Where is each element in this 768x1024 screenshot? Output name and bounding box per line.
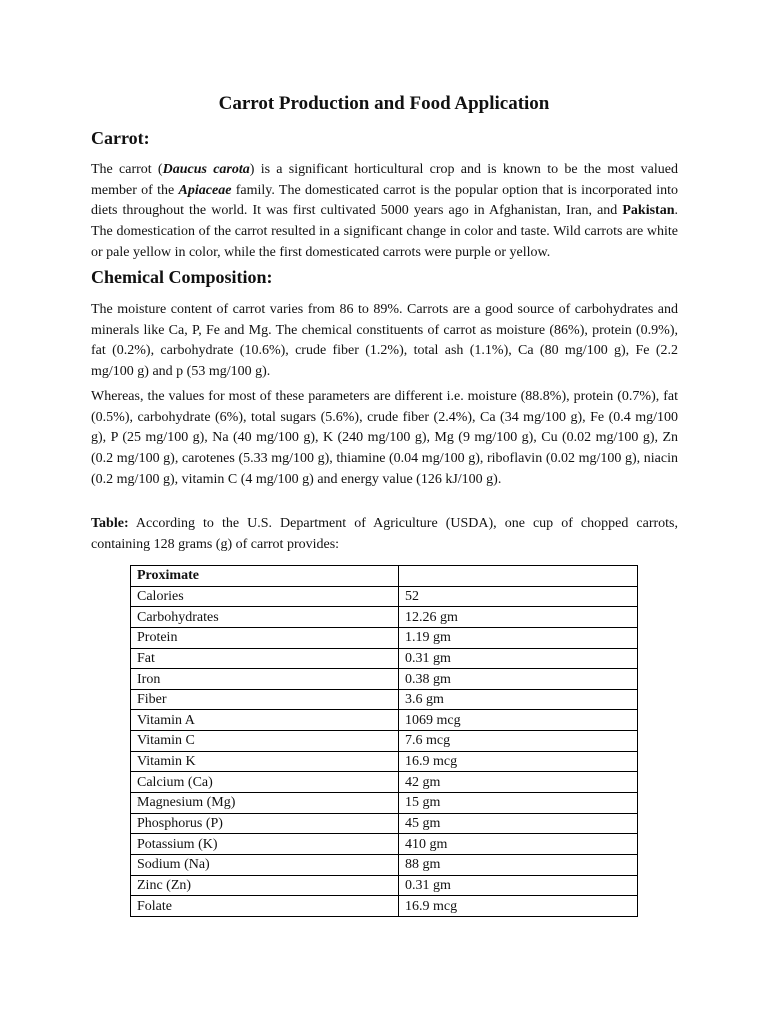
section-heading-chemical-composition: Chemical Composition: <box>91 267 273 287</box>
table-row <box>131 854 638 875</box>
nutrition-table <box>130 565 638 917</box>
document-title: Carrot Production and Food Application <box>218 93 550 114</box>
table-row <box>131 586 638 607</box>
nutrient-name: Zinc (Zn) <box>131 875 399 896</box>
table-row <box>131 669 638 690</box>
table-row <box>131 834 638 855</box>
table-header-cell <box>399 566 638 587</box>
table-row <box>131 751 638 772</box>
nutrient-name: Sodium (Na) <box>131 854 399 875</box>
nutrient-name: Calories <box>131 586 399 607</box>
nutrient-name: Vitamin A <box>131 710 399 731</box>
family-name: Apiaceae <box>178 182 232 198</box>
section-heading-carrot: Carrot: <box>91 128 150 148</box>
chemical-paragraph-1: The moisture content of carrot varies from 86 to 89%. Carrots are a good source of carbohydrates and minerals like Ca, P, Fe and Mg. The chemical constituents of carrot as moisture (86%), protein (0.9%), fat (0.2%), carbohydrate (10.6%), crude fiber (1.2%), total ash (1.1%), Ca (80 mg/100 g), Fe (2.2 mg/100 g) and p (53 mg/100 g). <box>91 302 678 380</box>
nutrient-name: Carbohydrates <box>131 607 399 628</box>
nutrient-value: 1.19 gm <box>399 627 638 648</box>
table-row <box>131 875 638 896</box>
nutrient-name: Phosphorus (P) <box>131 813 399 834</box>
nutrient-value: 0.31 gm <box>399 875 638 896</box>
nutrient-name: Fiber <box>131 689 399 710</box>
country-name: Pakistan <box>622 203 675 219</box>
table-row <box>131 896 638 917</box>
table-header-row <box>131 566 638 587</box>
nutrient-value: 0.38 gm <box>399 669 638 690</box>
table-row <box>131 689 638 710</box>
nutrient-name: Vitamin C <box>131 731 399 752</box>
nutrient-name: Calcium (Ca) <box>131 772 399 793</box>
nutrient-value: 42 gm <box>399 772 638 793</box>
nutrient-value: 7.6 mcg <box>399 731 638 752</box>
nutrient-value: 88 gm <box>399 854 638 875</box>
table-row <box>131 710 638 731</box>
nutrient-value: 410 gm <box>399 834 638 855</box>
nutrient-value: 45 gm <box>399 813 638 834</box>
nutrient-name: Folate <box>131 896 399 917</box>
nutrient-name: Vitamin K <box>131 751 399 772</box>
table-caption-label: Table: <box>91 516 129 531</box>
nutrient-value: 52 <box>399 586 638 607</box>
table-row <box>131 607 638 628</box>
nutrient-value: 12.26 gm <box>399 607 638 628</box>
table-row <box>131 772 638 793</box>
nutrient-value: 16.9 mcg <box>399 896 638 917</box>
table-row <box>131 648 638 669</box>
table-header-cell: Proximate <box>131 566 399 587</box>
nutrient-value: 1069 mcg <box>399 710 638 731</box>
table-row <box>131 731 638 752</box>
table-row <box>131 813 638 834</box>
table-row <box>131 793 638 814</box>
nutrient-name: Protein <box>131 627 399 648</box>
nutrient-name: Fat <box>131 648 399 669</box>
nutrient-value: 0.31 gm <box>399 648 638 669</box>
chemical-paragraph-2: Whereas, the values for most of these parameters are different i.e. moisture (88.8%), protein (0.7%), fat (0.5%), carbohydrate (6%), total sugars (5.6%), crude fiber (2.4%), Ca (34 mg/100 g), Fe (0.4 mg/100 g), P (25 mg/100 g), Na (40 mg/100 g), K (240 mg/100 g), Mg (9 mg/100 g), Cu (0.02 mg/100 g), Zn (0.2 mg/100 g), carotenes (5.33 mg/100 g), thiamine (0.04 mg/100 g), riboflavin (0.02 mg/100 g), niacin (0.2 mg/100 g), vitamin C (4 mg/100 g) and energy value (126 kJ/100 g). <box>91 389 678 487</box>
nutrient-name: Magnesium (Mg) <box>131 793 399 814</box>
nutrient-value: 16.9 mcg <box>399 751 638 772</box>
nutrient-name: Iron <box>131 669 399 690</box>
nutrient-value: 3.6 gm <box>399 689 638 710</box>
species-name: Daucus carota <box>162 162 250 177</box>
nutrient-name: Potassium (K) <box>131 834 399 855</box>
carrot-intro-paragraph: The carrot (Daucus carota) is a significant horticultural crop and is known to be the most valued member of the Apiaceae family. The domesticated carrot is the popular option that is incorporated into diets throughout the world. It was first cultivated 5000 years ago in Afghanistan, Iran, and Pakistan. The domestication of the carrot resulted in a significant change in color and taste. Wild carrots are white or pale yellow in color, while the first domesticated carrots were purple or yellow. <box>91 162 679 260</box>
table-caption: Table: According to the U.S. Department of Agriculture (USDA), one cup of chopped carrots, containing 128 grams (g) of carrot provides: <box>91 516 678 552</box>
table-row <box>131 627 638 648</box>
nutrient-value: 15 gm <box>399 793 638 814</box>
